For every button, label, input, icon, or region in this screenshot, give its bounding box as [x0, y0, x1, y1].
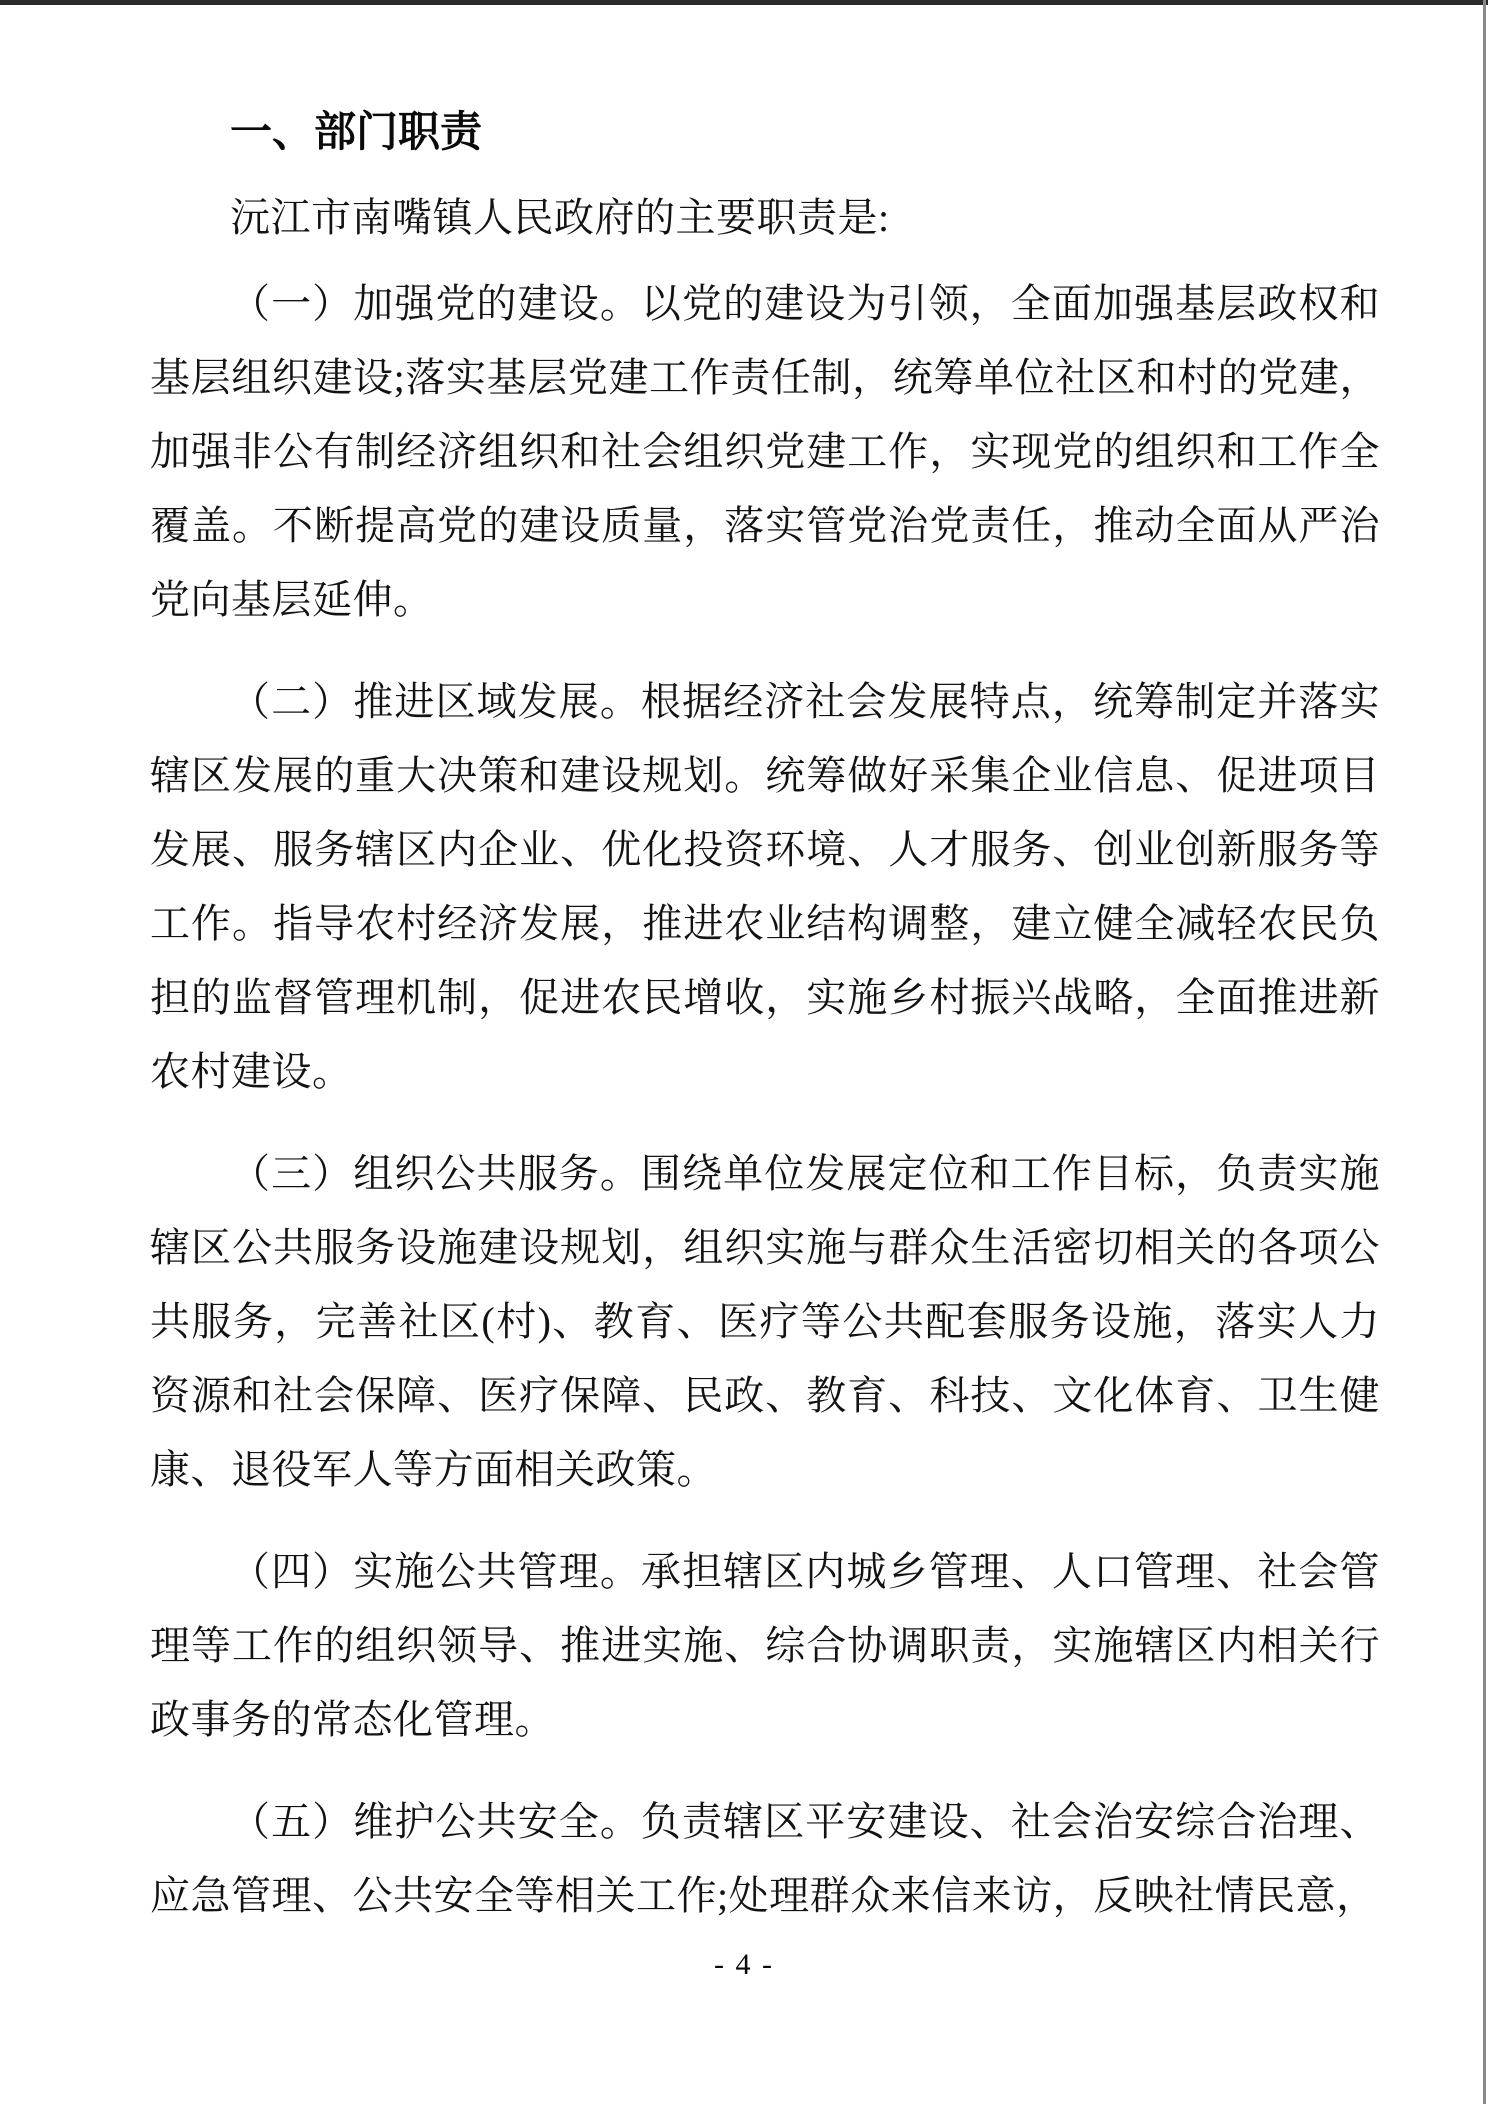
page-number: - 4 - — [714, 1948, 774, 1981]
duty-paragraph-4: （四）实施公共管理。承担辖区内城乡管理、人口管理、社会管理等工作的组织领导、推进实施、综合协调职责，实施辖区内相关行政事务的常态化管理。 — [150, 1549, 1380, 1742]
section-heading: 一、部门职责 — [230, 108, 483, 155]
duty-paragraph-2: （二）推进区域发展。根据经济社会发展特点，统筹制定并落实辖区发展的重大决策和建设规划。统筹做好采集企业信息、促进项目发展、服务辖区内企业、优化投资环境、人才服务、创业创新服务等工作。指导农村经济发展，推进农业结构调整，建立健全减轻农民负担的监督管理机制，促进农民增收，实施乡村振兴战略，全面推进新农村建设。 — [150, 679, 1380, 1094]
page-top-edge-bar — [0, 0, 1488, 5]
intro-paragraph: 沅江市南嘴镇人民政府的主要职责是: — [230, 195, 890, 240]
document-content — [150, 95, 1380, 1961]
duty-paragraph-5: （五）维护公共安全。负责辖区平安建设、社会治安综合治理、应急管理、公共安全等相关工作;处理群众来信来访，反映社情民意， — [150, 1799, 1380, 1918]
page-right-edge-line — [1483, 0, 1486, 2104]
duty-paragraph-1: （一）加强党的建设。以党的建设为引领，全面加强基层政权和基层组织建设;落实基层党建工作责任制，统筹单位社区和村的党建，加强非公有制经济组织和社会组织党建工作，实现党的组织和工作全覆盖。不断提高党的建设质量，落实管党治党责任，推动全面从严治党向基层延伸。 — [150, 281, 1380, 622]
duty-paragraph-3: （三）组织公共服务。围绕单位发展定位和工作目标，负责实施辖区公共服务设施建设规划，组织实施与群众生活密切相关的各项公共服务，完善社区(村)、教育、医疗等公共配套服务设施，落实人力资源和社会保障、医疗保障、民政、教育、科技、文化体育、卫生健康、退役军人等方面相关政策。 — [150, 1151, 1380, 1492]
